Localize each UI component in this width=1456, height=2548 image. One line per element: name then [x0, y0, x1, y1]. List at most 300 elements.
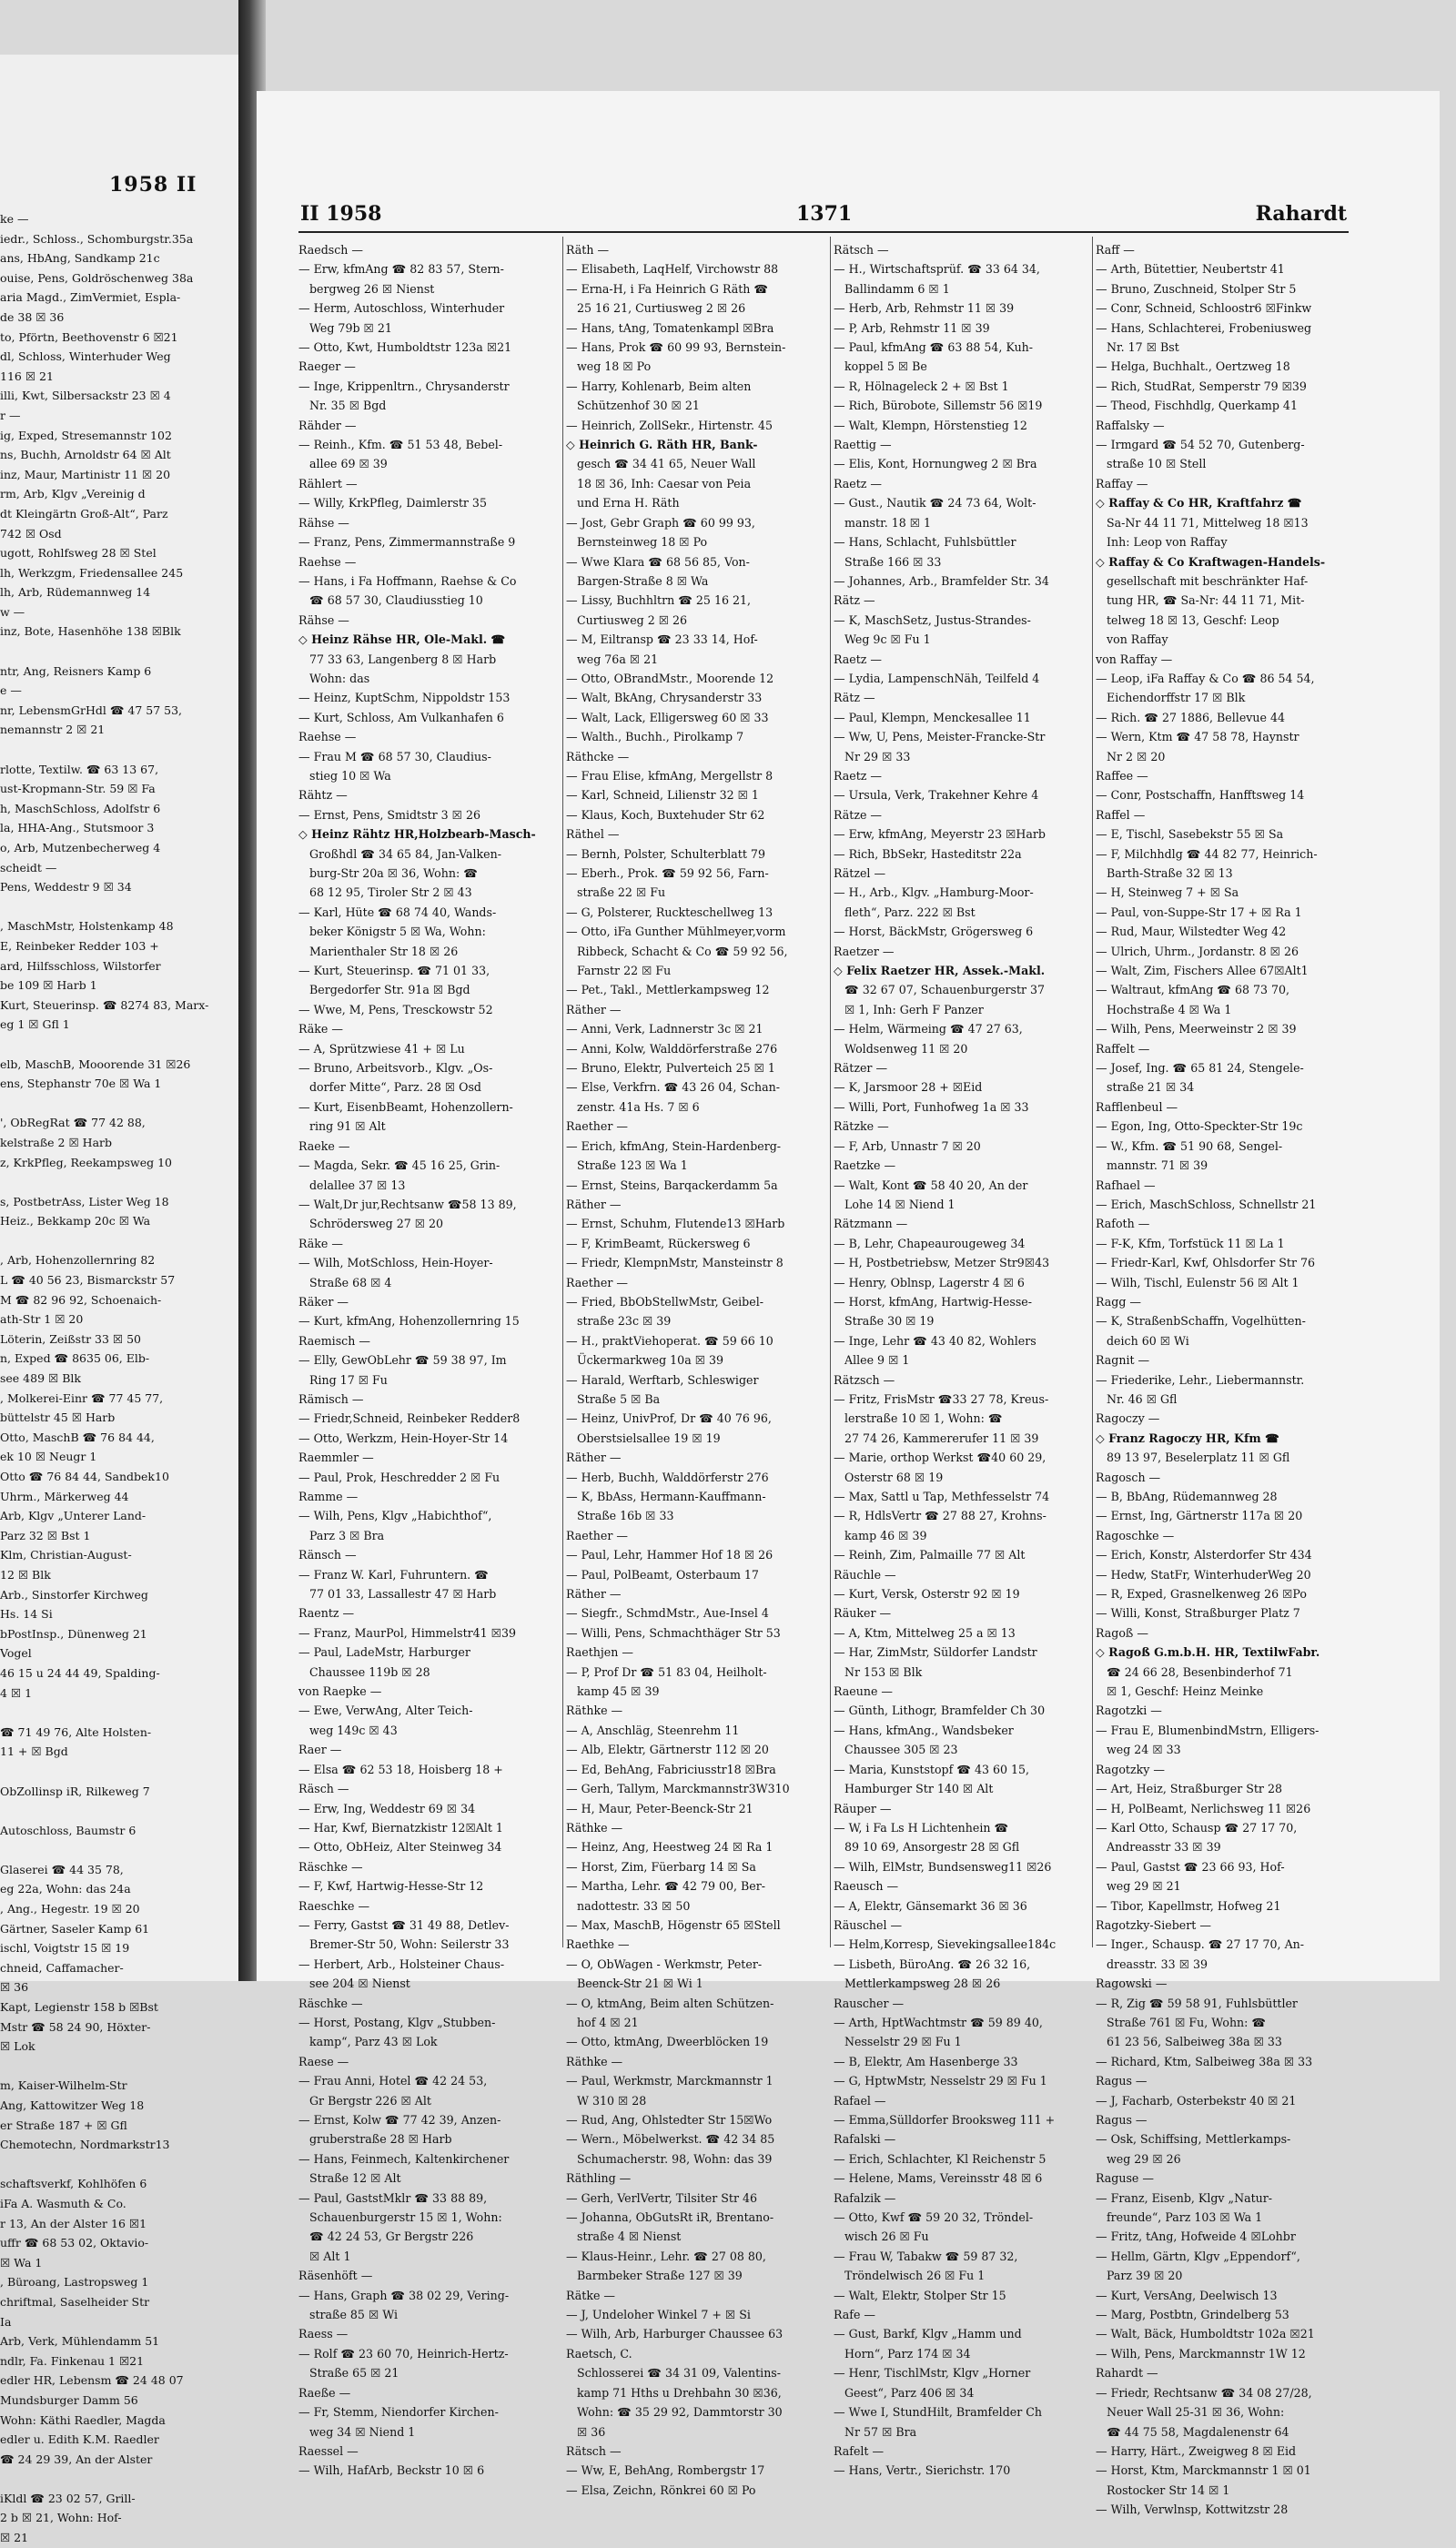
directory-entry: — Paul, PolBeamt, Osterbaum 17: [566, 1567, 759, 1582]
directory-entry: — Eberh., Prok. ☎ 59 92 56, Farn-: [566, 866, 769, 880]
directory-entry: — Har, Kwf, Biernatzkistr 12☒Alt 1: [298, 1820, 503, 1835]
directory-entry: — Hans, Schlacht, Fuhlsbüttler: [834, 535, 1016, 550]
directory-entry: — Ernst, Ing, Gärtnerstr 117a ☒ 20: [1096, 1509, 1303, 1523]
directory-entry: — Wilh, ElMstr, Bundsensweg11 ☒26: [834, 1859, 1052, 1874]
surname-heading: Rafoth —: [1096, 1217, 1150, 1231]
left-page-line: ☎ 24 29 39, An der Alster: [0, 2452, 153, 2466]
entry-continuation: tung HR, ☎ Sa-Nr: 44 11 71, Mit-: [1107, 593, 1305, 608]
surname-heading: Rafalski —: [834, 2132, 896, 2147]
surname-heading: Raffalsky —: [1096, 418, 1165, 432]
surname-heading: Ragoczy —: [1096, 1411, 1160, 1426]
left-page-line: s, PostbetrAss, Lister Weg 18: [0, 1194, 169, 1208]
surname-heading: Ragowski —: [1096, 1977, 1168, 1991]
left-page-line: z, KrkPfleg, Reekampsweg 10: [0, 1155, 172, 1169]
directory-entry: — Otto, ktmAng, Dweerblöcken 19: [566, 2035, 769, 2049]
entry-continuation: hof 4 ☒ 21: [577, 2015, 639, 2029]
directory-entry: — Theod, Fischhdlg, Querkamp 41: [1096, 399, 1298, 413]
business-entry: ◇ Raffay & Co HR, Kraftfahrz ☎: [1096, 496, 1302, 511]
directory-entry: — Hellm, Gärtn, Klgv „Eppendorf“,: [1096, 2249, 1300, 2263]
entry-continuation: Straße 761 ☒ Fu, Wohn: ☎: [1107, 2015, 1267, 2029]
directory-entry: — Rich, Bürobote, Sillemstr 56 ☒19: [834, 399, 1043, 413]
left-page-line: [0, 642, 238, 662]
directory-entry: — Wwe I, StundHilt, Bramfelder Ch: [834, 2405, 1042, 2420]
entry-continuation: Andreasstr 33 ☒ 39: [1107, 1840, 1221, 1855]
left-page-line: ugott, Rohlfsweg 28 ☒ Stel: [0, 546, 157, 561]
directory-entry: — Erw, kfmAng ☎ 82 83 57, Stern-: [298, 262, 504, 277]
entry-continuation: Eichendorffstr 17 ☒ Blk: [1107, 691, 1246, 705]
surname-heading: Räther —: [566, 1002, 622, 1016]
directory-entry: — Horst, kfmAng, Hartwig-Hesse-: [834, 1294, 1032, 1309]
directory-entry: — Ewe, VerwAng, Alter Teich-: [298, 1704, 473, 1718]
directory-entry: — Fried, BbObStellwMstr, Geibel-: [566, 1294, 763, 1309]
entry-continuation: manstr. 18 ☒ 1: [844, 515, 932, 530]
entry-continuation: und Erna H. Räth: [577, 496, 680, 511]
left-page-line: , Arb, Hohenzollernring 82: [0, 1253, 156, 1268]
directory-entry: — Frau M ☎ 68 57 30, Claudius-: [298, 749, 491, 763]
left-page: [0, 55, 238, 2545]
left-page-line: Chemotechn, Nordmarkstr13: [0, 2138, 170, 2152]
surname-heading: Rähse —: [298, 515, 349, 530]
surname-heading: Rätsch —: [566, 2443, 622, 2458]
directory-entry: — Max, MaschB, Högenstr 65 ☒Stell: [566, 1917, 781, 1932]
left-page-line: Gärtner, Saseler Kamp 61: [0, 1921, 150, 1936]
entry-continuation: Bergedorfer Str. 91a ☒ Bgd: [309, 983, 470, 997]
directory-entry: — Max, Sattl u Tap, Methfesselstr 74: [834, 1490, 1050, 1503]
surname-heading: Rafael —: [834, 2093, 886, 2108]
left-page-line: dt Kleingärtn Groß-Alt“, Parz: [0, 506, 168, 521]
left-page-line: [0, 2057, 238, 2077]
directory-entry: — Bruno, Zuschneid, Stolper Str 5: [1096, 281, 1297, 296]
left-page-line: [0, 1840, 238, 1860]
left-page-line: Arb, Klgv „Unterer Land-: [0, 1509, 147, 1523]
left-page-line: [0, 740, 238, 760]
directory-entry: — Erw, kfmAng, Meyerstr 23 ☒Harb: [834, 827, 1046, 842]
directory-entry: — Reinh, Zim, Palmaille 77 ☒ Alt: [834, 1548, 1026, 1562]
left-page-line: [0, 1231, 238, 1251]
surname-heading: Raffay —: [1096, 476, 1148, 490]
directory-entry: — K, BbAss, Hermann-Kauffmann-: [566, 1490, 766, 1503]
directory-entry: — Leop, iFa Raffay & Co ☎ 86 54 54,: [1096, 671, 1315, 685]
left-page-line: ig, Exped, Stresemannstr 102: [0, 428, 172, 442]
surname-heading: Räth —: [566, 243, 610, 257]
directory-entry: — Gerh, Tallym, Marckmannstr3W310: [566, 1782, 790, 1796]
directory-entry: — A, Elektr, Gänsemarkt 36 ☒ 36: [834, 1898, 1027, 1913]
business-entry: ◇ Heinz Rähse HR, Ole-Makl. ☎: [298, 632, 506, 647]
left-page-header: 1958 II: [109, 173, 197, 197]
entry-continuation: Straße 123 ☒ Wa 1: [577, 1158, 688, 1173]
entry-continuation: Nesselstr 29 ☒ Fu 1: [844, 2035, 962, 2049]
surname-heading: Raeune —: [834, 1684, 894, 1699]
left-page-line: iFa A. Wasmuth & Co.: [0, 2196, 126, 2210]
directory-entry: — Josef, Ing. ☎ 65 81 24, Stengele-: [1096, 1061, 1304, 1076]
surname-heading: Raguse —: [1096, 2171, 1154, 2186]
entry-continuation: ☒ 36: [577, 2424, 606, 2439]
directory-entry: — Marg, Postbtn, Grindelberg 53: [1096, 2308, 1289, 2322]
entry-continuation: 25 16 21, Curtiusweg 2 ☒ 26: [577, 301, 746, 316]
entry-continuation: Bernsteinweg 18 ☒ Po: [577, 535, 708, 550]
left-page-line: iKldl ☎ 23 02 57, Grill-: [0, 2491, 136, 2505]
directory-entry: — R, HdlsVertr ☎ 27 88 27, Krohns-: [834, 1509, 1046, 1523]
left-page-line: illi, Kwt, Silbersackstr 23 ☒ 4: [0, 389, 171, 403]
entry-continuation: Lohe 14 ☒ Niend 1: [844, 1197, 956, 1211]
directory-entry: — H, Postbetriebsw, Metzer Str9☒43: [834, 1256, 1050, 1270]
directory-entry: — Ernst, Steins, Barqackerdamm 5a: [566, 1178, 778, 1192]
entry-continuation: Nr. 35 ☒ Bgd: [309, 399, 387, 413]
directory-entry: — Hans, kfmAng., Wandsbeker: [834, 1723, 1014, 1737]
directory-entry: — Rich, StudRat, Semperstr 79 ☒39: [1096, 379, 1307, 393]
directory-entry: — Horst, Zim, Füerbarg 14 ☒ Sa: [566, 1859, 756, 1874]
surname-heading: Ramme —: [298, 1490, 359, 1503]
surname-heading: Raffelt —: [1096, 1041, 1150, 1056]
directory-entry: — Marie, orthop Werkst ☎40 60 29,: [834, 1451, 1046, 1465]
directory-entry: — Hans, Schlachterei, Frobeniusweg: [1096, 320, 1312, 335]
left-page-line: 12 ☒ Blk: [0, 1567, 51, 1582]
surname-heading: Rählert —: [298, 476, 358, 490]
left-page-line: Mstr ☎ 58 24 90, Höxter-: [0, 2019, 151, 2034]
left-page-line: w —: [0, 604, 25, 619]
surname-heading: Rähtz —: [298, 788, 348, 803]
directory-entry: — Fritz, tAng, Hofweide 4 ☒Lohbr: [1096, 2230, 1296, 2244]
directory-entry: — Hedw, StatFr, WinterhuderWeg 20: [1096, 1567, 1311, 1582]
directory-entry: — Hans, Vertr., Sierichstr. 170: [834, 2463, 1011, 2478]
entry-continuation: Beenck-Str 21 ☒ Wi 1: [577, 1977, 703, 1991]
entry-continuation: Nr. 17 ☒ Bst: [1107, 340, 1179, 355]
directory-entry: — Kurt, Versk, Osterstr 92 ☒ 19: [834, 1587, 1020, 1602]
left-page-line: ', ObRegRat ☎ 77 42 88,: [0, 1116, 146, 1130]
left-page-line: [0, 1703, 238, 1723]
surname-heading: Raetz —: [834, 652, 883, 666]
entry-continuation: Parz 3 ☒ Bra: [309, 1528, 385, 1542]
directory-entry: — Erich, Schlachter, Kl Reichenstr 5: [834, 2151, 1046, 2166]
surname-heading: Ragoß —: [1096, 1625, 1148, 1640]
surname-heading: Raetzke —: [834, 1158, 896, 1173]
left-page-line: Otto ☎ 76 84 44, Sandbek10: [0, 1470, 169, 1483]
directory-entry: — Rud, Maur, Wilstedter Weg 42: [1096, 925, 1287, 939]
surname-heading: Rafalzik —: [834, 2190, 896, 2205]
left-page-line: Löterin, Zeißstr 33 ☒ 50: [0, 1331, 141, 1346]
entry-continuation: Barmbeker Straße 127 ☒ 39: [577, 2269, 743, 2283]
surname-heading: Räuper —: [834, 1801, 892, 1815]
entry-continuation: Curtiusweg 2 ☒ 26: [577, 612, 688, 627]
left-page-line: Ia: [0, 2314, 12, 2329]
left-page-line: Arb, Verk, Mühlendamm 51: [0, 2334, 160, 2349]
surname-heading: Raffel —: [1096, 807, 1146, 822]
left-page-line: r 13, An der Alster 16 ☒1: [0, 2216, 147, 2230]
directory-entry: — Wilh, HafArb, Beckstr 10 ☒ 6: [298, 2463, 485, 2478]
surname-heading: Raehse —: [298, 730, 357, 744]
entry-continuation: freunde“, Parz 103 ☒ Wa 1: [1107, 2210, 1263, 2225]
surname-heading: von Raffay —: [1096, 652, 1173, 666]
left-page-line: 116 ☒ 21: [0, 369, 54, 383]
left-page-line: Arb., Sinstorfer Kirchweg: [0, 1587, 148, 1602]
left-page-line: Kurt, Steuerinsp. ☎ 8274 83, Marx-: [0, 997, 209, 1012]
directory-entry: — Maria, Kunststopf ☎ 43 60 15,: [834, 1762, 1030, 1776]
surname-heading: Raettig —: [834, 438, 892, 452]
directory-entry: — Rolf ☎ 23 60 70, Heinrich-Hertz-: [298, 2346, 509, 2361]
entry-continuation: gruberstraße 28 ☒ Harb: [309, 2132, 452, 2147]
left-page-line: Kapt, Legienstr 158 b ☒Bst: [0, 2000, 158, 2015]
directory-entry: — Inge, Krippenltrn., Chrysanderstr: [298, 379, 510, 393]
directory-entry: — Wilh, Pens, Klgv „Habichthof“,: [298, 1509, 492, 1523]
surname-heading: Raetzer —: [834, 944, 895, 958]
surname-heading: Raetz —: [834, 768, 883, 783]
surname-heading: Räther —: [566, 1451, 622, 1465]
left-page-line: [0, 1094, 238, 1114]
surname-heading: Räthke —: [566, 1820, 623, 1835]
entry-continuation: Marienthaler Str 18 ☒ 26: [309, 944, 459, 958]
entry-continuation: Horn“, Parz 174 ☒ 34: [844, 2346, 971, 2361]
directory-entry: — F, KrimBeamt, Rückersweg 6: [566, 1236, 751, 1250]
directory-entry: — J, Undeloher Winkel 7 + ☒ Si: [566, 2308, 751, 2322]
directory-entry: — Karl, Hüte ☎ 68 74 40, Wands-: [298, 905, 497, 919]
left-page-line: ath-Str 1 ☒ 20: [0, 1312, 84, 1327]
directory-entry: — Elly, GewObLehr ☎ 59 38 97, Im: [298, 1353, 507, 1368]
left-page-line: Pens, Weddestr 9 ☒ 34: [0, 880, 132, 895]
left-page-line: [0, 1801, 238, 1821]
directory-entry: — Elisabeth, LaqHelf, Virchowstr 88: [566, 262, 779, 277]
directory-entry: — Paul, Lehr, Hammer Hof 18 ☒ 26: [566, 1548, 774, 1562]
directory-entry: — Paul, Klempn, Menckesallee 11: [834, 710, 1031, 724]
left-page-line: [0, 1172, 238, 1192]
entry-continuation: Ribbeck, Schacht & Co ☎ 59 92 56,: [577, 944, 788, 958]
directory-entry: — Har, ZimMstr, Süldorfer Landstr: [834, 1645, 1037, 1660]
directory-entry: — Harald, Werftarb, Schleswiger: [566, 1372, 759, 1387]
surname-heading: Räthel —: [566, 827, 620, 842]
right-page: [257, 91, 1440, 2517]
left-page-line: m, Kaiser-Wilhelm-Str: [0, 2078, 127, 2093]
entry-continuation: Straße 16b ☒ 33: [577, 1509, 674, 1523]
directory-entry: — Walth., Buchh., Pirolkamp 7: [566, 730, 744, 744]
entry-continuation: Nr. 46 ☒ Gfl: [1107, 1391, 1178, 1406]
page-number: 1371: [796, 202, 853, 226]
directory-entry: — G, HptwMstr, Nesselstr 29 ☒ Fu 1: [834, 2074, 1047, 2088]
directory-entry: — Otto, iFa Gunther Mühlmeyer,vorm: [566, 925, 786, 939]
left-page-line: uffr ☎ 68 53 02, Oktavio-: [0, 2236, 149, 2250]
directory-entry: — Hans, Feinmech, Kaltenkirchener: [298, 2151, 510, 2166]
entry-continuation: von Raffay: [1107, 632, 1168, 647]
directory-entry: — Hans, tAng, Tomatenkampl ☒Bra: [566, 320, 774, 335]
entry-continuation: Straße 68 ☒ 4: [309, 1275, 392, 1289]
directory-entry: — Friedr-Karl, Kwf, Ohlsdorfer Str 76: [1096, 1256, 1316, 1270]
surname-heading: Rätzer —: [834, 1061, 888, 1076]
left-page-line: ☒ Lok: [0, 2039, 35, 2054]
left-page-line: 11 + ☒ Bgd: [0, 1744, 68, 1759]
directory-entry: — Richard, Ktm, Salbeiweg 38a ☒ 33: [1096, 2054, 1313, 2068]
entry-continuation: Osterstr 68 ☒ 19: [844, 1470, 944, 1484]
entry-continuation: beker Königstr 5 ☒ Wa, Wohn:: [309, 925, 486, 939]
directory-entry: — Kurt, EisenbBeamt, Hohenzollern-: [298, 1099, 513, 1114]
volume-year: II 1958: [300, 202, 382, 226]
entry-continuation: ring 91 ☒ Alt: [309, 1119, 386, 1134]
left-page-line: Parz 32 ☒ Bst 1: [0, 1528, 91, 1542]
entry-continuation: telweg 18 ☒ 13, Geschf: Leop: [1107, 612, 1279, 627]
left-page-line: nemannstr 2 ☒ 21: [0, 723, 106, 737]
directory-entry: — Jost, Gebr Graph ☎ 60 99 93,: [566, 515, 755, 530]
entry-continuation: ☒ 1, Inh: Gerh F Panzer: [844, 1002, 984, 1016]
directory-entry: — A, Anschläg, Steenrehm 11: [566, 1723, 740, 1737]
surname-heading: Rätz —: [834, 691, 875, 705]
directory-entry: — Erw, Ing, Weddestr 69 ☒ 34: [298, 1801, 476, 1815]
surname-heading: Rätke —: [566, 2288, 616, 2302]
directory-entry: — Franz, Eisenb, Klgv „Natur-: [1096, 2190, 1273, 2205]
directory-entry: — Willi, Port, Funhofweg 1a ☒ 33: [834, 1099, 1029, 1114]
entry-continuation: Wohn: das: [309, 671, 370, 685]
directory-column-1: [298, 240, 559, 2481]
left-page-line: [0, 897, 238, 917]
surname-heading: Raether —: [566, 1119, 628, 1134]
surname-heading: Rafe —: [834, 2308, 875, 2322]
entry-continuation: Schützenhof 30 ☒ 21: [577, 399, 700, 413]
left-page-line: ns, Buchh, Arnoldstr 64 ☒ Alt: [0, 448, 171, 462]
directory-entry: — Otto, Kwf ☎ 59 20 32, Tröndel-: [834, 2210, 1034, 2225]
entry-continuation: ☎ 68 57 30, Claudiusstieg 10: [309, 593, 483, 608]
entry-continuation: weg 34 ☒ Niend 1: [309, 2424, 416, 2439]
directory-entry: — Paul, LadeMstr, Harburger: [298, 1645, 470, 1660]
directory-entry: — Herm, Autoschloss, Winterhuder: [298, 301, 505, 316]
surname-heading: Raess —: [298, 2327, 349, 2341]
directory-entry: — Horst, Postang, Klgv „Stubben-: [298, 2015, 496, 2029]
directory-entry: — Frau W, Tabakw ☎ 59 87 32,: [834, 2249, 1018, 2263]
directory-entry: — Emma,Sülldorfer Brooksweg 111 +: [834, 2113, 1056, 2127]
left-page-line: er Straße 187 + ☒ Gfl: [0, 2118, 127, 2132]
entry-continuation: Straße 30 ☒ 19: [844, 1314, 935, 1329]
surname-heading: Raether —: [566, 1528, 628, 1542]
left-page-line: E, Reinbeker Redder 103 +: [0, 938, 159, 953]
directory-entry: — Rich, BbSekr, Hasteditstr 22a: [834, 846, 1022, 861]
directory-entry: — Friedr, Rechtsanw ☎ 34 08 27/28,: [1096, 2385, 1312, 2400]
directory-column-2: [566, 240, 826, 2500]
left-page-line: ens, Stephanstr 70e ☒ Wa 1: [0, 1077, 162, 1091]
left-page-line: ust-Kropmann-Str. 59 ☒ Fa: [0, 782, 156, 796]
directory-entry: — Walt, Lack, Elligersweg 60 ☒ 33: [566, 710, 769, 724]
entry-continuation: weg 24 ☒ 33: [1107, 1743, 1181, 1757]
directory-entry: — Friederike, Lehr., Liebermannstr.: [1096, 1372, 1305, 1387]
entry-continuation: ☒ 1, Geschf: Heinz Meinke: [1107, 1684, 1264, 1699]
surname-heading: Räsenhöft —: [298, 2269, 373, 2283]
entry-continuation: kamp 71 Hths u Drehbahn 30 ☒36,: [577, 2385, 782, 2400]
surname-heading: Raessel —: [298, 2443, 359, 2458]
running-head: Rahardt: [1255, 202, 1347, 226]
entry-continuation: gesellschaft mit beschränkter Haf-: [1107, 573, 1309, 588]
left-page-line: schaftsverkf, Kohlhöfen 6: [0, 2177, 147, 2191]
surname-heading: Rätzsch —: [834, 1372, 895, 1387]
surname-heading: Raetsch, C.: [566, 2346, 632, 2361]
surname-heading: Rätsch —: [834, 243, 889, 257]
left-page-line: nr, LebensmGrHdl ☎ 47 57 53,: [0, 703, 183, 717]
left-page-line: [0, 2155, 238, 2175]
surname-heading: Rafelt —: [834, 2443, 885, 2458]
directory-entry: — Frau Anni, Hotel ☎ 42 24 53,: [298, 2074, 488, 2088]
entry-continuation: kamp“, Parz 43 ☒ Lok: [309, 2035, 438, 2049]
directory-entry: — Walt, Bäck, Humboldtstr 102a ☒21: [1096, 2327, 1315, 2341]
directory-entry: — R, Exped, Grasnelkenweg 26 ☒Po: [1096, 1587, 1307, 1602]
entry-continuation: stieg 10 ☒ Wa: [309, 768, 391, 783]
left-page-line: ObZollinsp iR, Rilkeweg 7: [0, 1784, 150, 1798]
directory-entry: — Henry, Oblnsp, Lagerstr 4 ☒ 6: [834, 1275, 1025, 1289]
directory-entry: — Hans, Prok ☎ 60 99 93, Bernstein-: [566, 340, 786, 355]
entry-continuation: Hamburger Str 140 ☒ Alt: [844, 1782, 994, 1796]
left-page-line: 4 ☒ 1: [0, 1685, 33, 1700]
left-page-line: edler HR, Lebensm ☎ 24 48 07: [0, 2373, 184, 2388]
directory-entry: — Inger., Schausp. ☎ 27 17 70, An-: [1096, 1937, 1305, 1952]
surname-heading: Raehse —: [298, 554, 357, 569]
directory-entry: — Alb, Elektr, Gärtnerstr 112 ☒ 20: [566, 1743, 769, 1757]
left-page-line: r —: [0, 408, 21, 422]
surname-heading: Rähse —: [298, 612, 349, 627]
left-page-line: , Molkerei-Einr ☎ 77 45 77,: [0, 1390, 164, 1405]
entry-continuation: Straße 166 ☒ 33: [844, 554, 942, 569]
left-page-line: Heiz., Bekkamp 20c ☒ Wa: [0, 1214, 151, 1228]
left-page-line: o, Arb, Mutzenbecherweg 4: [0, 841, 161, 854]
business-entry: ◇ Felix Raetzer HR, Assek.-Makl.: [834, 964, 1046, 978]
surname-heading: Räther —: [566, 1587, 622, 1602]
surname-heading: Raemisch —: [298, 1333, 370, 1348]
left-page-line: , Büroang, Lastropsweg 1: [0, 2275, 149, 2290]
entry-continuation: see 204 ☒ Nienst: [309, 1977, 410, 1991]
directory-entry: — Walt,Dr jur,Rechtsanw ☎58 13 89,: [298, 1197, 517, 1211]
entry-continuation: 18 ☒ 36, Inh: Caesar von Peia: [577, 476, 752, 490]
directory-entry: — F, Arb, Unnastr 7 ☒ 20: [834, 1138, 981, 1153]
directory-entry: — Günth, Lithogr, Bramfelder Ch 30: [834, 1704, 1046, 1718]
left-page-line: see 489 ☒ Blk: [0, 1371, 81, 1386]
directory-entry: — Wern, Ktm ☎ 47 58 78, Haynstr: [1096, 730, 1299, 744]
directory-entry: — Willy, KrkPfleg, Daimlerstr 35: [298, 496, 487, 511]
entry-continuation: ☎ 44 75 58, Magdalenenstr 64: [1107, 2424, 1289, 2439]
entry-continuation: 77 01 33, Lassallestr 47 ☒ Harb: [309, 1587, 497, 1602]
surname-heading: Ragoschke —: [1096, 1528, 1175, 1542]
left-page-line: kelstraße 2 ☒ Harb: [0, 1135, 112, 1149]
surname-heading: Raeschke —: [298, 1898, 370, 1913]
entry-continuation: Geest“, Parz 406 ☒ 34: [844, 2385, 975, 2400]
left-page-line: be 109 ☒ Harb 1: [0, 978, 97, 993]
directory-entry: — Franz, Pens, Zimmermannstraße 9: [298, 535, 516, 550]
entry-continuation: zenstr. 41a Hs. 7 ☒ 6: [577, 1099, 700, 1114]
directory-entry: — F, Milchhdlg ☎ 44 82 77, Heinrich-: [1096, 846, 1318, 861]
directory-entry: — Klaus-Heinr., Lehr. ☎ 27 08 80,: [566, 2249, 766, 2263]
directory-entry: — Kurt, Schloss, Am Vulkanhafen 6: [298, 710, 504, 724]
entry-continuation: Straße 12 ☒ Alt: [309, 2171, 401, 2186]
directory-entry: — Wilh, Pens, Marckmannstr 1W 12: [1096, 2346, 1306, 2361]
left-page-line: chriftmal, Saselheider Str: [0, 2294, 150, 2309]
entry-continuation: Woldsenweg 11 ☒ 20: [844, 1041, 968, 1056]
left-page-line: Ang, Kattowitzer Weg 18: [0, 2098, 145, 2112]
left-page-line: la, HHA-Ang., Stutsmoor 3: [0, 821, 155, 835]
directory-entry: — Herb, Arb, Rehmstr 11 ☒ 39: [834, 301, 1015, 316]
left-page-lines: [0, 209, 238, 2548]
surname-heading: Raedsch —: [298, 243, 364, 257]
directory-entry: — Kurt, Steuerinsp. ☎ 71 01 33,: [298, 964, 490, 978]
directory-entry: — R, Hölnageleck 2 + ☒ Bst 1: [834, 379, 1009, 393]
left-page-line: n, Exped ☎ 8635 06, Elb-: [0, 1351, 150, 1366]
left-page-line: [0, 1762, 238, 1782]
entry-continuation: ☎ 32 67 07, Schauenburgerstr 37: [844, 983, 1046, 997]
directory-entry: — Wilh, Verwlnsp, Kottwitzstr 28: [1096, 2502, 1289, 2517]
directory-entry: — R, Zig ☎ 59 58 91, Fuhlsbüttler: [1096, 1996, 1298, 2010]
left-page-line: [0, 2469, 238, 2489]
directory-entry: — P, Arb, Rehmstr 11 ☒ 39: [834, 320, 990, 335]
directory-entry: — Kurt, VersAng, Deelwisch 13: [1096, 2288, 1278, 2302]
entry-continuation: fleth“, Parz. 222 ☒ Bst: [844, 905, 976, 919]
directory-entry: — Irmgard ☎ 54 52 70, Gutenberg-: [1096, 438, 1305, 452]
surname-heading: Raethke —: [566, 1937, 630, 1952]
left-page-line: 2 b ☒ 21, Wohn: Hof-: [0, 2511, 122, 2525]
left-page-line: Uhrm., Märkerweg 44: [0, 1489, 129, 1503]
left-page-line: rm, Arb, Klgv „Vereinig d: [0, 487, 146, 501]
directory-entry: — Wwe Klara ☎ 68 56 85, Von-: [566, 554, 750, 569]
directory-entry: — Tibor, Kapellmstr, Hofweg 21: [1096, 1898, 1281, 1913]
surname-heading: Räke —: [298, 1236, 343, 1250]
directory-entry: — Magda, Sekr. ☎ 45 16 25, Grin-: [298, 1158, 500, 1173]
